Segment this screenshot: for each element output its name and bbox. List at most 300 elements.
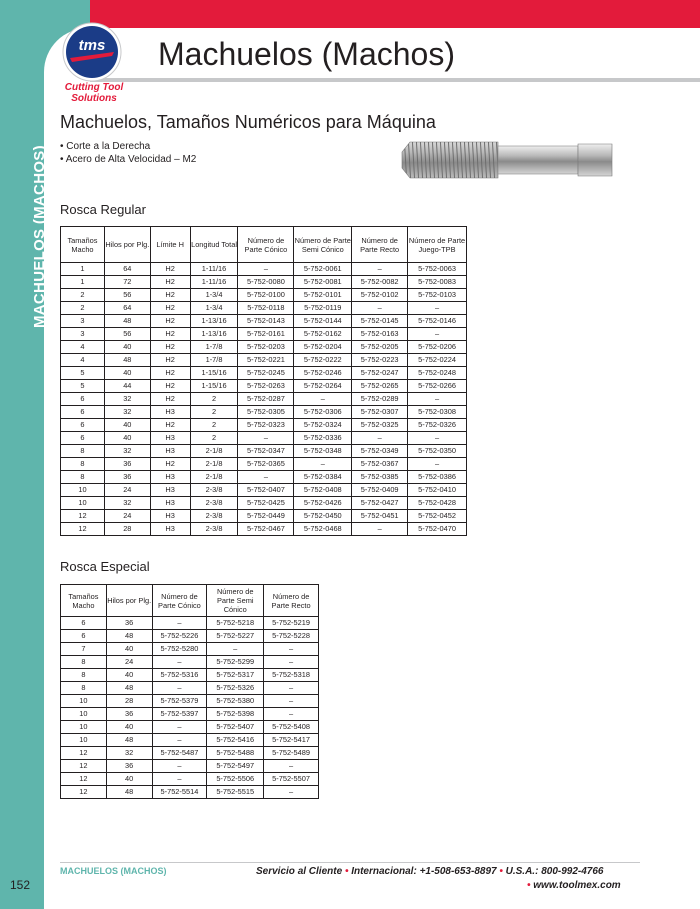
feature-item: • Corte a la Derecha — [60, 141, 151, 152]
regular-table-cell: 5-752-0324 — [294, 419, 352, 432]
special-table-cell: 32 — [106, 747, 152, 760]
regular-table-cell: 40 — [104, 419, 150, 432]
regular-table-cell: H2 — [150, 419, 190, 432]
special-table-cell: 10 — [61, 721, 107, 734]
special-table-cell: 5-752-5497 — [207, 760, 264, 773]
regular-table-cell: 5-752-0061 — [294, 263, 352, 276]
regular-table-cell: 6 — [61, 406, 105, 419]
regular-table-cell: 36 — [104, 471, 150, 484]
tms-logo-icon — [62, 22, 122, 82]
special-table-cell: 5-752-5417 — [264, 734, 319, 747]
regular-table-row — [61, 380, 467, 393]
regular-table-cell: 5-752-0305 — [238, 406, 294, 419]
regular-table-cell: 5-752-0102 — [352, 289, 408, 302]
regular-table-cell: 3 — [61, 315, 105, 328]
regular-table-cell: 5-752-0245 — [238, 367, 294, 380]
regular-column-header: Hilos por Plg. — [104, 227, 150, 263]
regular-table-cell: 5-752-0365 — [238, 458, 294, 471]
regular-table-cell: 2-1/8 — [190, 445, 238, 458]
special-column-header: Hilos por Plg. — [106, 585, 152, 617]
regular-table-cell: 5-752-0161 — [238, 328, 294, 341]
special-table-row — [61, 643, 319, 656]
special-table-cell: 5-752-5506 — [207, 773, 264, 786]
special-table-row — [61, 656, 319, 669]
regular-table-cell: 3 — [61, 328, 105, 341]
special-table-cell: 5-752-5226 — [152, 630, 207, 643]
regular-table-cell: 2-3/8 — [190, 510, 238, 523]
special-table-cell: 40 — [106, 669, 152, 682]
regular-table-cell: 5-752-0162 — [294, 328, 352, 341]
special-table-cell: 7 — [61, 643, 107, 656]
regular-table-cell: 56 — [104, 328, 150, 341]
regular-table-cell: 5-752-0145 — [352, 315, 408, 328]
regular-table-cell: H2 — [150, 458, 190, 471]
footer-intl-phone: Internacional: +1-508-653-8897 — [351, 866, 497, 877]
special-table-cell: 12 — [61, 786, 107, 799]
regular-table-cell: 5-752-0470 — [408, 523, 467, 536]
regular-table-cell: 5-752-0449 — [238, 510, 294, 523]
special-table-row — [61, 734, 319, 747]
regular-table-cell: 1-11/16 — [190, 263, 238, 276]
regular-table-cell: 5-752-0081 — [294, 276, 352, 289]
regular-table-cell: 5-752-0385 — [352, 471, 408, 484]
special-table-cell: 5-752-5316 — [152, 669, 207, 682]
special-table-cell: 12 — [61, 773, 107, 786]
regular-table-cell: 5-752-0083 — [408, 276, 467, 289]
special-table-cell: – — [264, 656, 319, 669]
regular-table-cell: 2 — [190, 419, 238, 432]
regular-table-cell: 5-752-0144 — [294, 315, 352, 328]
regular-table-cell: 5-752-0467 — [238, 523, 294, 536]
regular-table-cell: 5-752-0348 — [294, 445, 352, 458]
regular-table-cell: 5-752-0100 — [238, 289, 294, 302]
special-table-cell: 5-752-5326 — [207, 682, 264, 695]
regular-table-cell: H3 — [150, 523, 190, 536]
regular-table-cell: H2 — [150, 289, 190, 302]
regular-table-cell: – — [352, 263, 408, 276]
special-table-cell: 5-752-5416 — [207, 734, 264, 747]
special-table-cell: – — [152, 734, 207, 747]
vertical-section-label — [7, 118, 48, 328]
regular-table-cell: 5-752-0451 — [352, 510, 408, 523]
regular-table-cell: 48 — [104, 315, 150, 328]
regular-table-cell: H2 — [150, 354, 190, 367]
regular-table-cell: H3 — [150, 432, 190, 445]
regular-table-cell: 10 — [61, 497, 105, 510]
footer-usa-phone: U.S.A.: 800-992-4766 — [505, 866, 604, 877]
special-table-cell: 40 — [106, 643, 152, 656]
regular-thread-heading: Rosca Regular — [60, 202, 146, 217]
regular-table-row — [61, 432, 467, 445]
regular-column-header: Límite H — [150, 227, 190, 263]
regular-table-cell: H2 — [150, 302, 190, 315]
regular-table-row — [61, 354, 467, 367]
special-table-cell: – — [264, 786, 319, 799]
regular-table-cell: 1-3/4 — [190, 289, 238, 302]
special-table-cell: 5-752-5228 — [264, 630, 319, 643]
regular-table-cell: 36 — [104, 458, 150, 471]
regular-table-cell: H3 — [150, 484, 190, 497]
regular-table-cell: – — [294, 393, 352, 406]
special-table-cell: 8 — [61, 656, 107, 669]
special-table-cell: 48 — [106, 786, 152, 799]
special-table-cell: 12 — [61, 747, 107, 760]
special-table-cell: – — [264, 695, 319, 708]
regular-table-cell: 2 — [190, 393, 238, 406]
regular-table-cell: H2 — [150, 263, 190, 276]
special-thread-table — [60, 584, 319, 799]
regular-table-cell: – — [408, 328, 467, 341]
page-title: Machuelos (Machos) — [158, 36, 455, 72]
separator-dot-icon: • — [499, 866, 506, 877]
regular-table-cell: 24 — [104, 484, 150, 497]
regular-table-cell: 5-752-0103 — [408, 289, 467, 302]
special-table-row — [61, 695, 319, 708]
regular-table-cell: – — [352, 523, 408, 536]
regular-table-cell: 1 — [61, 276, 105, 289]
regular-table-cell: 5-752-0264 — [294, 380, 352, 393]
regular-table-cell: 1-7/8 — [190, 354, 238, 367]
special-table-cell: – — [152, 617, 207, 630]
regular-table-cell: 1-3/4 — [190, 302, 238, 315]
special-table-cell: 5-752-5408 — [264, 721, 319, 734]
regular-table-cell: – — [408, 302, 467, 315]
footer-section-label: MACHUELOS (MACHOS) — [60, 866, 167, 876]
footer-website[interactable] — [527, 880, 621, 891]
regular-table-row — [61, 367, 467, 380]
regular-table-cell: 5-752-0143 — [238, 315, 294, 328]
regular-table-cell: H3 — [150, 445, 190, 458]
special-table-cell: 36 — [106, 708, 152, 721]
regular-table-cell: 12 — [61, 510, 105, 523]
regular-column-header: Número de Parte Semi Cónico — [294, 227, 352, 263]
regular-table-cell: 5-752-0163 — [352, 328, 408, 341]
footer-service: Servicio al Cliente — [256, 866, 343, 877]
special-table-cell: 5-752-5488 — [207, 747, 264, 760]
special-table-cell: 5-752-5219 — [264, 617, 319, 630]
special-table-cell: 5-752-5227 — [207, 630, 264, 643]
regular-table-cell: 5-752-0146 — [408, 315, 467, 328]
special-table-cell: – — [207, 643, 264, 656]
regular-table-row — [61, 302, 467, 315]
regular-table-cell: 5-752-0326 — [408, 419, 467, 432]
regular-table-cell: H3 — [150, 497, 190, 510]
page-number: 152 — [10, 878, 31, 892]
regular-table-cell: H3 — [150, 471, 190, 484]
regular-table-cell: 5-752-0222 — [294, 354, 352, 367]
regular-table-row — [61, 510, 467, 523]
regular-column-header: Número de Parte Cónico — [238, 227, 294, 263]
regular-table-cell: 40 — [104, 341, 150, 354]
regular-table-cell: 2-1/8 — [190, 471, 238, 484]
regular-column-header: Tamaños Macho — [61, 227, 105, 263]
special-table-row — [61, 682, 319, 695]
special-table-row — [61, 773, 319, 786]
special-table-row — [61, 708, 319, 721]
regular-table-cell: 32 — [104, 406, 150, 419]
regular-table-cell: H2 — [150, 276, 190, 289]
regular-table-cell: 5-752-0223 — [352, 354, 408, 367]
special-table-cell: 5-752-5218 — [207, 617, 264, 630]
regular-table-cell: 5-752-0336 — [294, 432, 352, 445]
regular-table-cell: H2 — [150, 380, 190, 393]
section-heading: Machuelos, Tamaños Numéricos para Máquina — [60, 112, 436, 132]
special-table-cell: – — [152, 656, 207, 669]
regular-table-cell: 1-13/16 — [190, 328, 238, 341]
regular-table-cell: 40 — [104, 367, 150, 380]
regular-table-cell: 4 — [61, 341, 105, 354]
regular-table-cell: 8 — [61, 458, 105, 471]
logo-subtitle: Cutting Tool Solutions — [64, 82, 124, 104]
regular-table-cell: – — [352, 302, 408, 315]
regular-table-cell: 56 — [104, 289, 150, 302]
regular-table-cell: 5-752-0101 — [294, 289, 352, 302]
footer-contact — [256, 866, 603, 877]
regular-table-cell: 6 — [61, 393, 105, 406]
special-table-cell: – — [152, 721, 207, 734]
special-table-cell: – — [152, 760, 207, 773]
special-table-cell: 48 — [106, 734, 152, 747]
regular-table-cell: – — [238, 263, 294, 276]
regular-table-cell: 5-752-0452 — [408, 510, 467, 523]
separator-dot-icon: • — [344, 866, 352, 877]
regular-table-cell: 48 — [104, 354, 150, 367]
special-table-cell: 5-752-5317 — [207, 669, 264, 682]
special-table-cell: 10 — [61, 734, 107, 747]
regular-table-cell: 5-752-0221 — [238, 354, 294, 367]
regular-table-cell: 12 — [61, 523, 105, 536]
regular-table-row — [61, 315, 467, 328]
regular-table-cell: 5-752-0450 — [294, 510, 352, 523]
special-table-cell: 5-752-5514 — [152, 786, 207, 799]
regular-table-cell: – — [408, 458, 467, 471]
regular-table-cell: 28 — [104, 523, 150, 536]
regular-table-cell: – — [294, 458, 352, 471]
regular-table-cell: H2 — [150, 315, 190, 328]
special-table-cell: 12 — [61, 760, 107, 773]
regular-table-row — [61, 484, 467, 497]
special-table-cell: 5-752-5507 — [264, 773, 319, 786]
regular-table-cell: 5-752-0308 — [408, 406, 467, 419]
special-table-cell: 36 — [106, 617, 152, 630]
regular-table-cell: 5-752-0408 — [294, 484, 352, 497]
regular-table-cell: – — [408, 393, 467, 406]
special-column-header: Número de Parte Recto — [264, 585, 319, 617]
regular-table-cell: 5-752-0409 — [352, 484, 408, 497]
special-table-row — [61, 760, 319, 773]
special-table-cell: 5-752-5299 — [207, 656, 264, 669]
regular-table-cell: 2-3/8 — [190, 523, 238, 536]
regular-table-cell: – — [238, 432, 294, 445]
regular-table-row — [61, 419, 467, 432]
special-table-cell: 5-752-5407 — [207, 721, 264, 734]
regular-table-cell: 5-752-0287 — [238, 393, 294, 406]
regular-table-cell: 5-752-0080 — [238, 276, 294, 289]
feature-item: • Acero de Alta Velocidad – M2 — [60, 154, 197, 165]
feature-list — [60, 140, 196, 166]
regular-table-cell: 8 — [61, 471, 105, 484]
special-table-cell: 48 — [106, 630, 152, 643]
regular-table-cell: 64 — [104, 302, 150, 315]
regular-table-cell: 5-752-0425 — [238, 497, 294, 510]
special-table-cell: 36 — [106, 760, 152, 773]
regular-table-cell: 5-752-0468 — [294, 523, 352, 536]
regular-table-cell: 5-752-0063 — [408, 263, 467, 276]
regular-table-row — [61, 497, 467, 510]
regular-table-cell: 6 — [61, 419, 105, 432]
special-table-cell: – — [264, 643, 319, 656]
special-table-cell: – — [152, 682, 207, 695]
special-table-cell: 28 — [106, 695, 152, 708]
tap-tool-image — [400, 134, 618, 186]
regular-table-cell: 5-752-0350 — [408, 445, 467, 458]
regular-table-cell: 2-3/8 — [190, 484, 238, 497]
special-table-cell: 5-752-5398 — [207, 708, 264, 721]
special-table-cell: 40 — [106, 721, 152, 734]
special-column-header: Número de Parte Cónico — [152, 585, 207, 617]
regular-table-cell: 5-752-0426 — [294, 497, 352, 510]
special-table-cell: – — [264, 760, 319, 773]
regular-table-row — [61, 471, 467, 484]
special-column-header: Tamaños Macho — [61, 585, 107, 617]
special-table-cell: – — [152, 773, 207, 786]
regular-table-row — [61, 523, 467, 536]
special-table-row — [61, 617, 319, 630]
regular-table-row — [61, 289, 467, 302]
regular-table-cell: 5-752-0119 — [294, 302, 352, 315]
regular-table-row — [61, 276, 467, 289]
regular-table-cell: 64 — [104, 263, 150, 276]
website-link[interactable]: www.toolmex.com — [533, 880, 621, 891]
regular-table-cell: 5-752-0306 — [294, 406, 352, 419]
title-rule — [90, 78, 700, 82]
regular-table-cell: 5-752-0205 — [352, 341, 408, 354]
regular-table-cell: 1-13/16 — [190, 315, 238, 328]
regular-table-cell: 1-11/16 — [190, 276, 238, 289]
regular-table-cell: 5-752-0248 — [408, 367, 467, 380]
regular-table-cell: 1 — [61, 263, 105, 276]
special-table-row — [61, 721, 319, 734]
regular-table-cell: 32 — [104, 497, 150, 510]
special-table-cell: 5-752-5318 — [264, 669, 319, 682]
regular-table-cell: 2 — [190, 406, 238, 419]
regular-table-cell: H2 — [150, 341, 190, 354]
special-table-row — [61, 669, 319, 682]
regular-table-cell: 5 — [61, 367, 105, 380]
regular-table-cell: 5-752-0407 — [238, 484, 294, 497]
regular-table-cell: 5-752-0118 — [238, 302, 294, 315]
regular-table-row — [61, 328, 467, 341]
regular-table-cell: 5-752-0246 — [294, 367, 352, 380]
regular-table-cell: 8 — [61, 445, 105, 458]
special-table-cell: – — [264, 682, 319, 695]
regular-table-cell: 5 — [61, 380, 105, 393]
regular-table-row — [61, 263, 467, 276]
footer-rule — [60, 862, 640, 863]
regular-table-cell: 2 — [61, 302, 105, 315]
regular-table-cell: 5-752-0428 — [408, 497, 467, 510]
regular-table-cell: 1-7/8 — [190, 341, 238, 354]
special-table-cell: 5-752-5380 — [207, 695, 264, 708]
special-table-cell: 5-752-5379 — [152, 695, 207, 708]
special-table-row — [61, 630, 319, 643]
regular-table-cell: – — [352, 432, 408, 445]
special-table-cell: 24 — [106, 656, 152, 669]
regular-table-cell: 10 — [61, 484, 105, 497]
regular-table-cell: 5-752-0323 — [238, 419, 294, 432]
regular-table-cell: 5-752-0410 — [408, 484, 467, 497]
regular-table-row — [61, 445, 467, 458]
regular-table-cell: 24 — [104, 510, 150, 523]
regular-table-cell: 5-752-0247 — [352, 367, 408, 380]
regular-table-cell: 1-15/16 — [190, 367, 238, 380]
regular-table-row — [61, 458, 467, 471]
regular-column-header: Longitud Total — [190, 227, 238, 263]
regular-table-cell: 6 — [61, 432, 105, 445]
special-table-cell: 5-752-5280 — [152, 643, 207, 656]
special-table-cell: 5-752-5489 — [264, 747, 319, 760]
regular-table-cell: – — [408, 432, 467, 445]
regular-table-cell: 5-752-0384 — [294, 471, 352, 484]
regular-table-cell: 5-752-0386 — [408, 471, 467, 484]
logo-text: tms — [78, 37, 106, 54]
regular-column-header: Número de Parte Juego-TPB — [408, 227, 467, 263]
regular-table-cell: H2 — [150, 393, 190, 406]
regular-table-row — [61, 406, 467, 419]
regular-table-cell: 5-752-0427 — [352, 497, 408, 510]
special-table-cell: 6 — [61, 630, 107, 643]
special-table-cell: 8 — [61, 682, 107, 695]
regular-table-row — [61, 341, 467, 354]
special-table-row — [61, 786, 319, 799]
regular-table-cell: 5-752-0325 — [352, 419, 408, 432]
vertical-section-label-text: MACHUELOS (MACHOS) — [31, 145, 48, 328]
special-table-cell: 10 — [61, 695, 107, 708]
regular-table-cell: 5-752-0204 — [294, 341, 352, 354]
regular-column-header: Número de Parte Recto — [352, 227, 408, 263]
special-table-cell: 8 — [61, 669, 107, 682]
regular-table-cell: 32 — [104, 445, 150, 458]
special-thread-heading: Rosca Especial — [60, 559, 150, 574]
regular-table-cell: 2-3/8 — [190, 497, 238, 510]
special-table-cell: 6 — [61, 617, 107, 630]
regular-table-cell: 5-752-0265 — [352, 380, 408, 393]
regular-table-cell: 5-752-0082 — [352, 276, 408, 289]
regular-table-cell: H3 — [150, 406, 190, 419]
regular-table-cell: H2 — [150, 367, 190, 380]
regular-table-cell: 32 — [104, 393, 150, 406]
special-table-cell: 40 — [106, 773, 152, 786]
regular-table-cell: 5-752-0289 — [352, 393, 408, 406]
regular-table-cell: 5-752-0263 — [238, 380, 294, 393]
regular-table-cell: 5-752-0266 — [408, 380, 467, 393]
special-table-cell: 5-752-5515 — [207, 786, 264, 799]
special-table-row — [61, 747, 319, 760]
regular-table-cell: 44 — [104, 380, 150, 393]
regular-table-cell: H2 — [150, 328, 190, 341]
special-column-header: Número de Parte Semi Cónico — [207, 585, 264, 617]
special-table-cell: 10 — [61, 708, 107, 721]
special-table-cell: – — [264, 708, 319, 721]
separator-dot-icon: • — [527, 880, 534, 891]
regular-table-cell: 4 — [61, 354, 105, 367]
special-table-cell: 5-752-5397 — [152, 708, 207, 721]
regular-thread-table — [60, 226, 467, 536]
regular-table-cell: – — [238, 471, 294, 484]
regular-table-row — [61, 393, 467, 406]
regular-table-cell: H3 — [150, 510, 190, 523]
regular-table-cell: 40 — [104, 432, 150, 445]
